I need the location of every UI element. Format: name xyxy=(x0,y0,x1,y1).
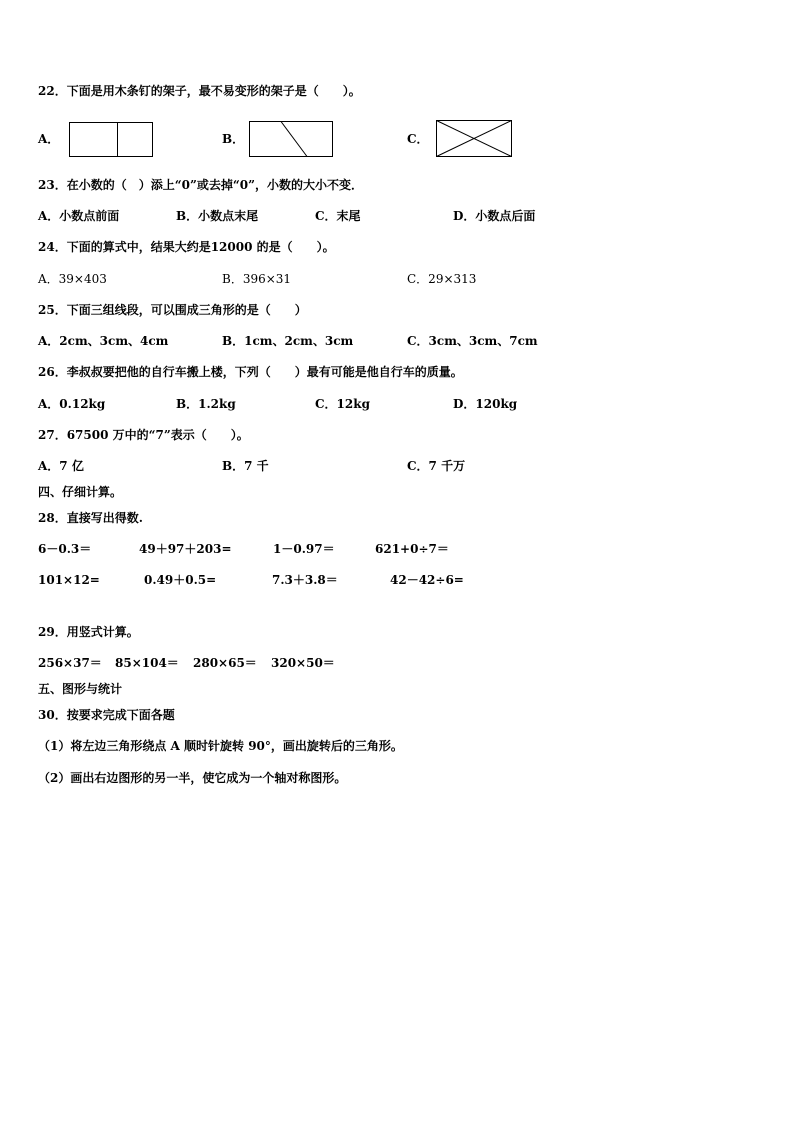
frame-c-figure xyxy=(436,120,513,158)
q28-expr-2: 49＋97＋203= xyxy=(139,542,232,556)
q25-stem: 25．下面三组线段，可以围成三角形的是（ ） xyxy=(38,303,307,317)
q28-expr-5: 101×12= xyxy=(38,573,100,587)
q27-option-b: B．7 千 xyxy=(222,459,269,473)
q29-expr-4: 320×50＝ xyxy=(271,656,335,670)
q29-expr-2: 85×104＝ xyxy=(115,656,179,670)
q23-option-d: D．小数点后面 xyxy=(453,209,536,223)
q29-expr-1: 256×37＝ xyxy=(38,656,102,670)
q26-option-b: B．1.2kg xyxy=(176,397,236,411)
q28-expr-6: 0.49＋0.5= xyxy=(144,573,217,587)
section-5-heading: 五、图形与统计 xyxy=(38,682,123,696)
q28-expr-4: 621+0÷7＝ xyxy=(375,542,449,556)
q27-option-c: C．7 千万 xyxy=(407,459,466,473)
q26-option-a: A．0.12kg xyxy=(38,397,106,411)
q28-stem: 28．直接写出得数. xyxy=(38,511,143,525)
q25-option-a: A．2cm、3cm、4cm xyxy=(38,334,169,348)
q22-option-b: B． xyxy=(222,132,245,146)
q22-option-a: A． xyxy=(38,132,60,146)
q23-stem: 23．在小数的（ ）添上“0”或去掉“0”，小数的大小不变． xyxy=(38,178,364,192)
q27-stem: 27．67500 万中的“7”表示（ ）。 xyxy=(38,428,249,442)
q27-option-a: A．7 亿 xyxy=(38,459,84,473)
q24-option-a: A．39×403 xyxy=(38,272,107,286)
frame-b-figure xyxy=(249,121,334,158)
q24-stem: 24．下面的算式中，结果大约是12000 的是（ ）。 xyxy=(38,240,335,254)
q28-expr-1: 6－0.3＝ xyxy=(38,542,92,556)
q29-expr-3: 280×65＝ xyxy=(193,656,257,670)
q23-option-c: C．末尾 xyxy=(315,209,361,223)
q25-option-b: B．1cm、2cm、3cm xyxy=(222,334,354,348)
q28-expr-7: 7.3＋3.8＝ xyxy=(272,573,338,587)
q28-expr-8: 42－42÷6= xyxy=(390,573,464,587)
q26-option-c: C．12kg xyxy=(315,397,370,411)
q24-option-b: B．396×31 xyxy=(222,272,292,286)
q22-stem: 22．下面是用木条钉的架子，最不易变形的架子是（ ）。 xyxy=(38,84,361,98)
q24-option-c: C．29×313 xyxy=(407,272,477,286)
q26-option-d: D．120kg xyxy=(453,397,518,411)
q29-stem: 29．用竖式计算。 xyxy=(38,625,139,639)
q22-option-c: C． xyxy=(407,132,429,146)
frame-a-figure xyxy=(69,122,154,158)
q26-stem: 26．李叔叔要把他的自行车搬上楼，下列（ ）最有可能是他自行车的质量。 xyxy=(38,365,463,379)
q30-sub-2: （2）画出右边图形的另一半，使它成为一个轴对称图形。 xyxy=(38,771,347,785)
q23-option-a: A．小数点前面 xyxy=(38,209,120,223)
q23-option-b: B．小数点末尾 xyxy=(176,209,259,223)
q28-expr-3: 1－0.97＝ xyxy=(273,542,335,556)
q25-option-c: C．3cm、3cm、7cm xyxy=(407,334,538,348)
q30-sub-1: （1）将左边三角形绕点 A 顺时针旋转 90°，画出旋转后的三角形。 xyxy=(38,739,403,753)
section-4-heading: 四、仔细计算。 xyxy=(38,485,123,499)
q30-stem: 30．按要求完成下面各题 xyxy=(38,708,175,722)
